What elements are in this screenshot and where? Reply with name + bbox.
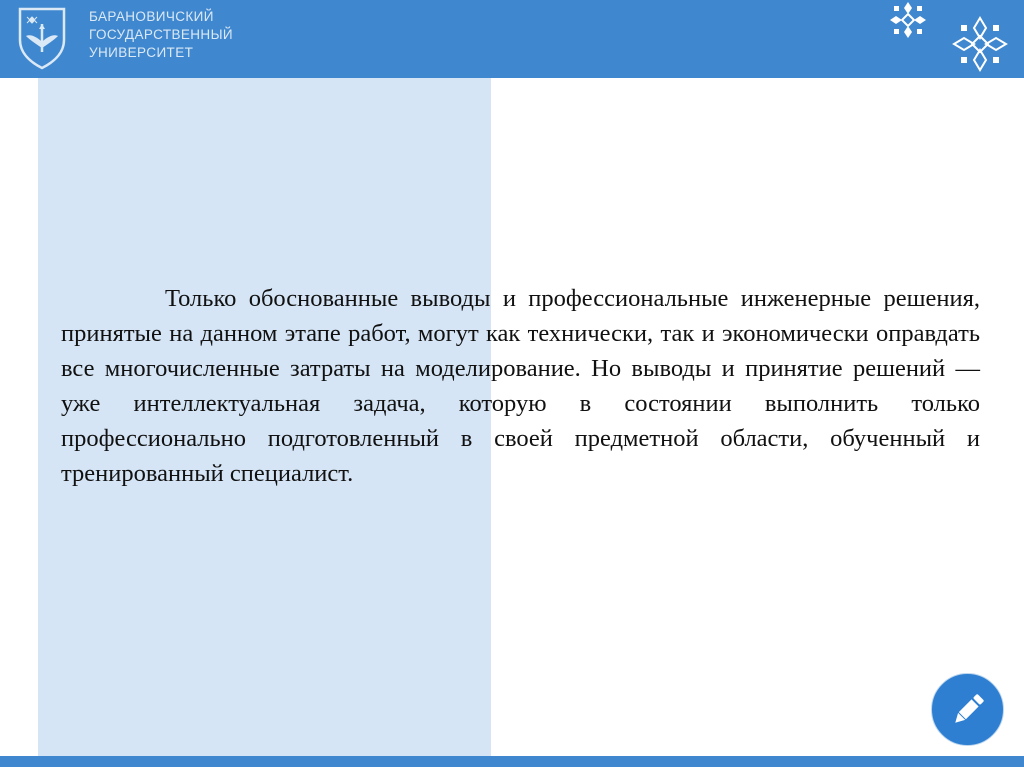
- header-bar: [0, 0, 1024, 78]
- university-name-line-3: УНИВЕРСИТЕТ: [89, 45, 194, 60]
- edit-button[interactable]: [931, 673, 1004, 746]
- university-name-line-1: БАРАНОВИЧСКИЙ: [89, 9, 214, 24]
- pencil-icon: [948, 690, 988, 730]
- snowflake-ornament-icon: [884, 0, 932, 40]
- university-name: [89, 8, 233, 62]
- university-shield-icon: [16, 6, 68, 70]
- snowflake-ornament-icon: [950, 14, 1010, 74]
- footer-bar: [0, 756, 1024, 767]
- body-paragraph: Только обоснованные выводы и профессиональные инженерные решения, принятые на данном этапе работ, могут как технически, так и экономически оправдать все многочисленные затраты на моделирование. Но выводы и принятие решений — уже интеллектуальная задача, которую в состоянии выполнить только профессионально подготовленный в своей предметной области, обученный и тренированный специалист.: [61, 285, 980, 487]
- university-name-line-2: ГОСУДАРСТВЕННЫЙ: [89, 27, 234, 42]
